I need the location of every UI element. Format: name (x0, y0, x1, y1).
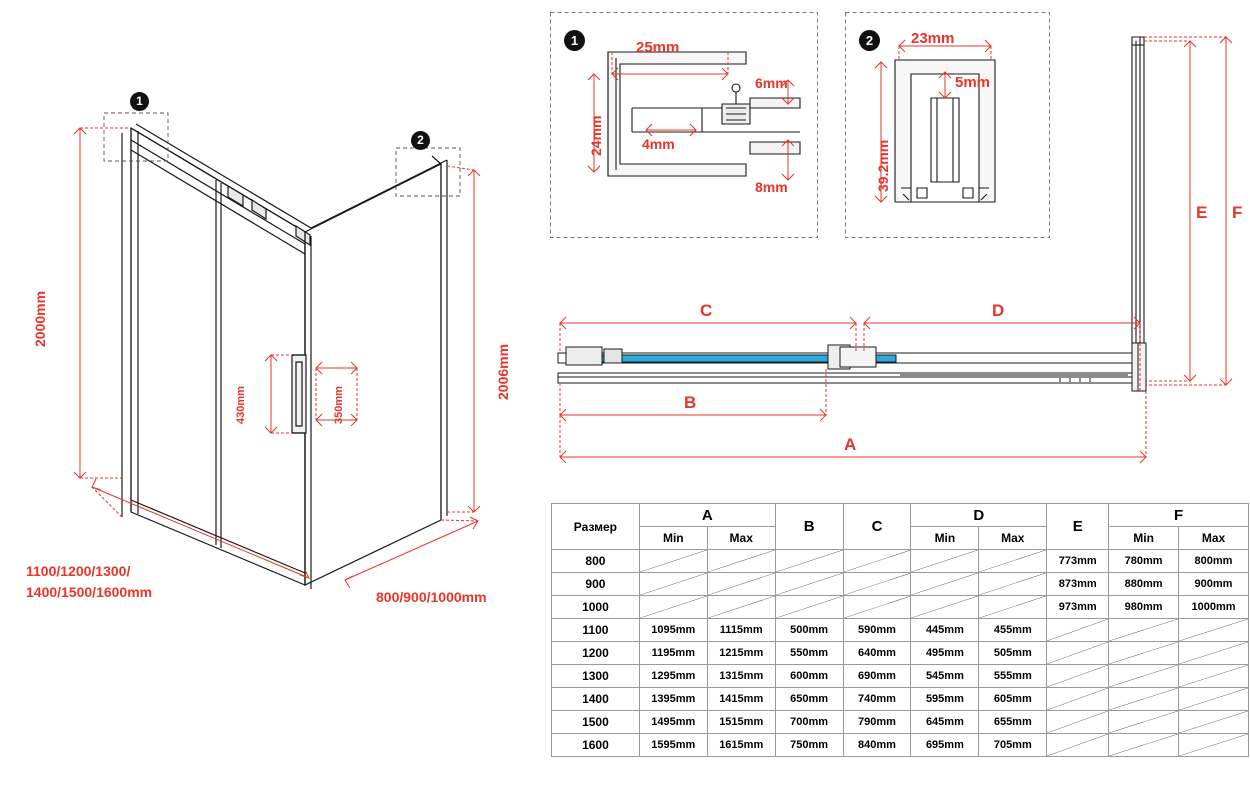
table-cell-b: 600mm (775, 665, 843, 688)
table-cell-c: 740mm (843, 688, 911, 711)
callout-2-badge: 2 (411, 131, 430, 150)
table-cell-f_max (1179, 665, 1249, 688)
table-cell-d_max (979, 550, 1047, 573)
table-cell-a_max (707, 573, 775, 596)
detail-1-top-dim: 25mm (636, 39, 680, 56)
table-cell-d_min (911, 550, 979, 573)
spec-table (551, 503, 1249, 757)
table-cell-e: 973mm (1047, 596, 1109, 619)
handle-height-label: 430mm (235, 386, 247, 424)
table-cell-f_min (1109, 734, 1179, 757)
table-cell-b: 550mm (775, 642, 843, 665)
table-cell-d_max: 605mm (979, 688, 1047, 711)
plan-d-label: D (992, 301, 1005, 320)
table-cell-f_max (1179, 734, 1249, 757)
table-cell-a_max: 1415mm (707, 688, 775, 711)
table-cell-a_max: 1615mm (707, 734, 775, 757)
table-header-row-1 (552, 504, 1249, 527)
table-cell-d_max: 455mm (979, 619, 1047, 642)
table-cell-a_min: 1095mm (639, 619, 707, 642)
table-row (552, 619, 1249, 642)
table-row-size: 1600 (552, 734, 640, 757)
table-cell-b: 700mm (775, 711, 843, 734)
callout-1-badge: 1 (130, 92, 149, 111)
table-cell-c: 790mm (843, 711, 911, 734)
table-cell-f_min (1109, 665, 1179, 688)
table-cell-c (843, 596, 911, 619)
height-right-label: 2006mm (495, 343, 511, 400)
table-cell-b (775, 550, 843, 573)
table-row-size: 1100 (552, 619, 640, 642)
table-cell-e (1047, 711, 1109, 734)
table-f-max: Max (1179, 527, 1249, 550)
table-col-d: D (911, 504, 1047, 527)
height-left-label: 2000mm (32, 290, 48, 347)
table-cell-a_max: 1215mm (707, 642, 775, 665)
table-cell-b: 750mm (775, 734, 843, 757)
table-cell-d_min: 595mm (911, 688, 979, 711)
width-options-line2: 1400/1500/1600mm (26, 584, 153, 600)
table-cell-c: 840mm (843, 734, 911, 757)
table-col-c: C (843, 504, 911, 550)
table-cell-a_min (639, 596, 707, 619)
detail-1-inner-dim: 4mm (642, 136, 675, 152)
table-cell-a_max (707, 596, 775, 619)
table-row (552, 665, 1249, 688)
table-cell-d_min: 645mm (911, 711, 979, 734)
depth-options-label: 800/900/1000mm (376, 589, 487, 605)
table-cell-d_max: 505mm (979, 642, 1047, 665)
table-cell-b: 650mm (775, 688, 843, 711)
detail-2-badge: 2 (859, 30, 880, 51)
table-cell-c: 590mm (843, 619, 911, 642)
table-cell-e (1047, 665, 1109, 688)
table-cell-a_min: 1195mm (639, 642, 707, 665)
table-col-a: A (639, 504, 775, 527)
table-cell-c: 640mm (843, 642, 911, 665)
table-cell-f_max (1179, 642, 1249, 665)
table-cell-c: 690mm (843, 665, 911, 688)
table-cell-d_min: 495mm (911, 642, 979, 665)
table-cell-f_min: 980mm (1109, 596, 1179, 619)
specification-table (551, 503, 1249, 757)
plan-b-label: B (684, 393, 697, 412)
table-cell-d_max (979, 596, 1047, 619)
table-cell-b (775, 573, 843, 596)
table-cell-d_min: 695mm (911, 734, 979, 757)
table-corner-label: Размер (552, 504, 640, 550)
table-cell-f_max (1179, 711, 1249, 734)
elevation-e-label: E (1196, 203, 1208, 222)
table-cell-f_max (1179, 688, 1249, 711)
table-cell-e (1047, 688, 1109, 711)
table-d-max: Max (979, 527, 1047, 550)
table-row-size: 1200 (552, 642, 640, 665)
table-row-size: 1000 (552, 596, 640, 619)
table-row (552, 573, 1249, 596)
table-cell-f_min (1109, 711, 1179, 734)
table-cell-f_max (1179, 619, 1249, 642)
table-row-size: 1300 (552, 665, 640, 688)
plan-view (540, 285, 1250, 490)
table-cell-b (775, 596, 843, 619)
table-row-size: 900 (552, 573, 640, 596)
table-cell-a_min: 1295mm (639, 665, 707, 688)
table-row (552, 711, 1249, 734)
table-cell-a_max: 1515mm (707, 711, 775, 734)
table-cell-a_min (639, 573, 707, 596)
table-cell-d_min (911, 573, 979, 596)
table-cell-f_min: 780mm (1109, 550, 1179, 573)
table-cell-d_min: 545mm (911, 665, 979, 688)
table-cell-a_max (707, 550, 775, 573)
detail-2-inner-dim: 5mm (955, 74, 991, 91)
table-cell-b: 500mm (775, 619, 843, 642)
table-cell-f_min (1109, 642, 1179, 665)
table-cell-f_max: 800mm (1179, 550, 1249, 573)
table-cell-a_max: 1315mm (707, 665, 775, 688)
table-cell-d_min: 445mm (911, 619, 979, 642)
detail-2-top-dim: 23mm (911, 30, 955, 47)
table-cell-f_max: 1000mm (1179, 596, 1249, 619)
table-row-size: 1500 (552, 711, 640, 734)
table-cell-d_max (979, 573, 1047, 596)
table-cell-a_min: 1495mm (639, 711, 707, 734)
table-row (552, 642, 1249, 665)
table-cell-e (1047, 734, 1109, 757)
table-cell-f_min: 880mm (1109, 573, 1179, 596)
table-row (552, 550, 1249, 573)
table-f-min: Min (1109, 527, 1179, 550)
table-cell-d_max: 555mm (979, 665, 1047, 688)
table-cell-f_min (1109, 619, 1179, 642)
plan-a-label: A (844, 435, 857, 454)
table-cell-a_min: 1395mm (639, 688, 707, 711)
table-row (552, 734, 1249, 757)
table-cell-e (1047, 619, 1109, 642)
handle-width-label: 350mm (333, 386, 345, 424)
table-cell-a_max: 1115mm (707, 619, 775, 642)
table-col-e: E (1047, 504, 1109, 550)
detail-1-view (550, 12, 818, 238)
elevation-f-label: F (1232, 203, 1243, 222)
detail-1-left-dim: 24mm (588, 115, 604, 156)
table-cell-a_min (639, 550, 707, 573)
table-cell-f_max: 900mm (1179, 573, 1249, 596)
main-enclosure-view (0, 0, 545, 640)
table-cell-a_min: 1595mm (639, 734, 707, 757)
table-row-size: 1400 (552, 688, 640, 711)
table-cell-c (843, 550, 911, 573)
detail-1-badge: 1 (564, 30, 585, 51)
table-cell-d_min (911, 596, 979, 619)
table-cell-f_min (1109, 688, 1179, 711)
table-cell-e (1047, 642, 1109, 665)
detail-2-left-dim: 39.2mm (875, 139, 891, 192)
plan-c-label: C (700, 301, 713, 320)
table-col-b: B (775, 504, 843, 550)
table-row (552, 688, 1249, 711)
table-col-f: F (1109, 504, 1249, 527)
detail-1-right-bottom-dim: 8mm (755, 179, 788, 195)
detail-1-right-top-dim: 6mm (755, 75, 788, 91)
table-a-min: Min (639, 527, 707, 550)
table-cell-c (843, 573, 911, 596)
table-cell-d_max: 655mm (979, 711, 1047, 734)
table-a-max: Max (707, 527, 775, 550)
table-d-min: Min (911, 527, 979, 550)
detail-2-view (845, 12, 1050, 238)
width-options-line1: 1100/1200/1300/ (26, 563, 131, 579)
table-row (552, 596, 1249, 619)
table-cell-e: 773mm (1047, 550, 1109, 573)
table-row-size: 800 (552, 550, 640, 573)
table-cell-d_max: 705mm (979, 734, 1047, 757)
table-cell-e: 873mm (1047, 573, 1109, 596)
